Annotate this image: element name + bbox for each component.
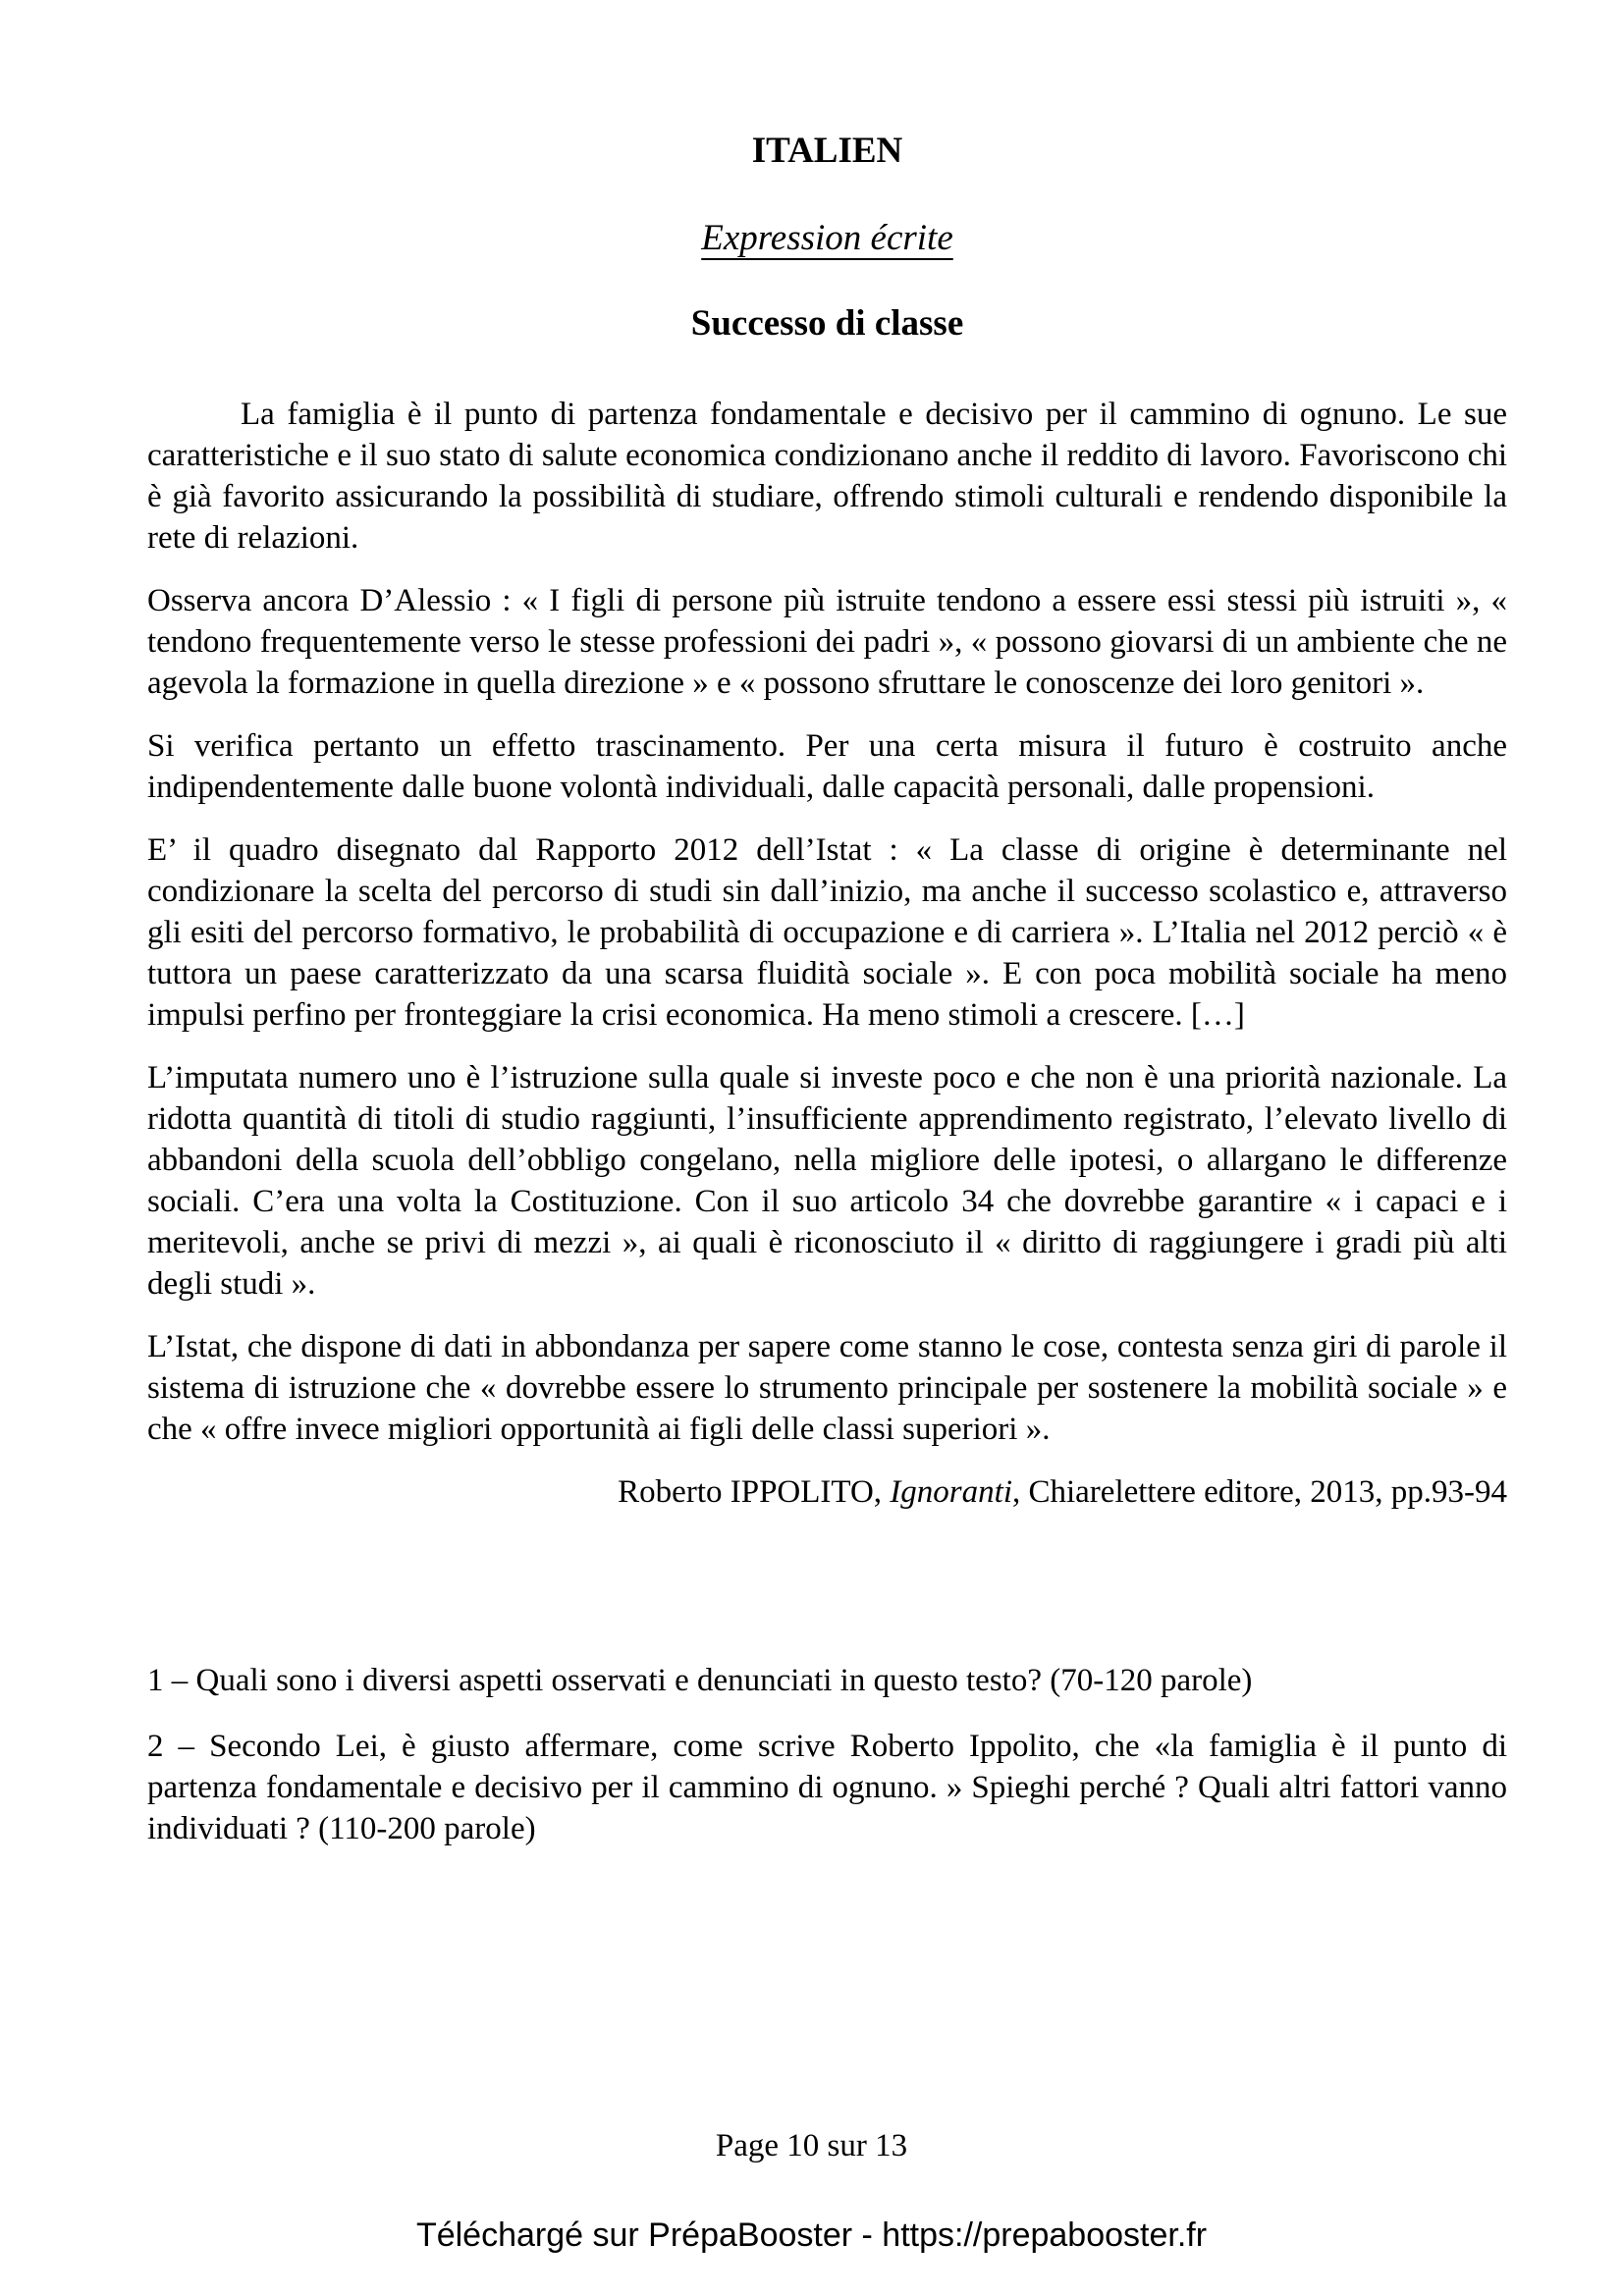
question-2: 2 – Secondo Lei, è giusto affermare, come scrive Roberto Ippolito, che «la famiglia è il punto di partenza fondamentale e decisivo per il cammino di ognuno. » Spieghi perché ? Quali altri fattori vanno individuati ? (110-200 parole) [147, 1729, 1507, 1846]
questions-section [147, 1660, 1507, 1849]
paragraph-3: Si verifica pertanto un effetto trascinamento. Per una certa misura il futuro è costruito anche indipendentemente dalle buone volontà individuali, dalle capacità personali, dalle propensioni. [147, 728, 1507, 805]
page-number: Page 10 sur 13 [715, 2128, 908, 2163]
paragraph-4: E’ il quadro disegnato dal Rapporto 2012 dell’Istat : « La classe di origine è determinante nel condizionare la scelta del percorso di studi sin dall’inizio, ma anche il successo scolastico e, attraverso gli esiti del percorso formativo, le probabilità di occupazione e di carriera ». L’Italia nel 2012 perciò « è tuttora un paese caratterizzato da una scarsa fluidità sociale ». E con poca mobilità sociale ha meno impulsi perfino per fronteggiare la crisi economica. Ha meno stimoli a crescere. […] [147, 832, 1507, 1033]
attribution-work-title: Ignoranti [890, 1474, 1012, 1510]
section-heading-text: Expression écrite [701, 218, 953, 258]
text-body [147, 394, 1507, 1513]
download-notice: Téléchargé sur PrépaBooster - https://prepabooster.fr [415, 2216, 1208, 2254]
text-title: Successo di classe [690, 303, 964, 344]
paragraph-5: L’imputata numero uno è l’istruzione sulla quale si investe poco e che non è una priorità nazionale. La ridotta quantità di titoli di studio raggiunti, l’insufficiente apprendimento registrato, l’elevato livello di abbandoni della scuola dell’obbligo congelano, nella migliore delle ipotesi, o allargano le differenze sociali. C’era una volta la Costituzione. Con il suo articolo 34 che dovrebbe garantire « i capaci e i meritevoli, anche se privi di mezzi », ai quali è riconosciuto il « diritto di raggiungere i gradi più alti degli studi ». [147, 1060, 1507, 1302]
attribution-author: Roberto IPPOLITO, [618, 1474, 891, 1510]
paragraph-1: La famiglia è il punto di partenza fondamentale e decisivo per il cammino di ognuno. Le sue caratteristiche e il suo stato di salute economica condizionano anche il reddito di lavoro. Favoriscono chi è già favorito assicurando la possibilità di studiare, offrendo stimoli culturali e rendendo disponibile la rete di relazioni. [147, 397, 1507, 556]
question-1: 1 – Quali sono i diversi aspetti osservati e denunciati in questo testo? (70-120 parole) [147, 1663, 1253, 1698]
subject-heading: ITALIEN [751, 131, 903, 171]
paragraph-2: Osserva ancora D’Alessio : « I figli di persone più istruite tendono a essere essi stessi più istruiti », « tendono frequentemente verso le stesse professioni dei padri », « possono giovarsi di un ambiente che ne agevola la formazione in quella direzione » e « possono sfruttare le conoscenze dei loro genitori ». [147, 583, 1507, 701]
source-attribution [147, 1471, 1507, 1513]
attribution-publisher: , Chiarelettere editore, 2013, pp.93-94 [1011, 1474, 1507, 1510]
paragraph-6: L’Istat, che dispone di dati in abbondanza per sapere come stanno le cose, contesta senza giri di parole il sistema di istruzione che « dovrebbe essere lo strumento principale per sostenere la mobilità sociale » e che « offre invece migliori opportunità ai figli delle classi superiori ». [147, 1329, 1507, 1447]
section-heading [147, 217, 1507, 259]
